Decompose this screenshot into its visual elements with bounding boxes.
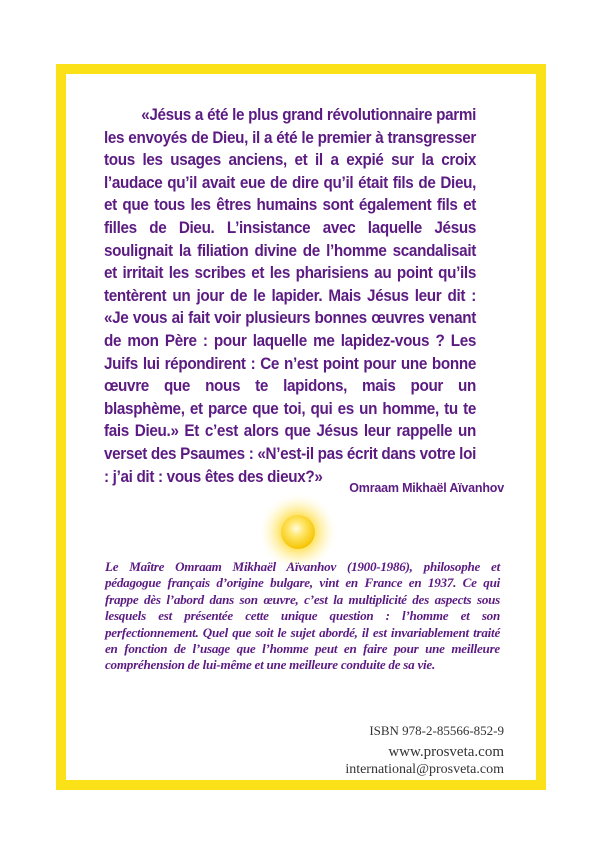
- isbn: ISBN 978-2-85566-852-9: [369, 723, 504, 738]
- author-biography: Le Maître Omraam Mikhaël Aïvanhov (1900-1986), philosophe et pédagogue français d’origine bulgare, vint en France en 1937. Ce qui frappe dès l’abord dans son œuvre, c’est la multiplicité des aspects sous lesquels est présentée cette unique question : l’homme et son perfectionnement. Quel que soit le sujet abordé, il est invariablement traité en fonction de l’usage que l’homme peut en faire pour une meilleure compréhension de lui-même et une meilleure conduite de sa vie.: [105, 559, 500, 673]
- quote-text: «Jésus a été le plus grand révolutionnaire parmi les envoyés de Dieu, il a été le premier à transgresser tous les usages anciens, et il a expié sur la croix l’audace qu’il avait eue de dire qu’il était fils de Dieu, et que tous les êtres humains sont également fils et filles de Dieu. L’insistance avec laquelle Jésus soulignait la filiation divine de l’homme scandalisait et irritait les scribes et les pharisiens au point qu’ils tentèrent un jour de le lapider. Mais Jésus leur dit : «Je vous ai fait voir plusieurs bonnes œuvres venant de mon Père : pour laquelle me lapidez-vous ? Les Juifs lui répondirent : Ce n’est point pour une bonne œuvre que nous te lapidons, mais pour un blasphème, et parce que toi, qui es un homme, tu te fais Dieu.» Et c’est alors que Jésus leur rappelle un verset des Psaumes : «N’est-il pas écrit dans votre loi : j’ai dit : vous êtes des dieux?»: [104, 106, 476, 486]
- quote-author: Omraam Mikhaël Aïvanhov: [349, 481, 504, 495]
- email-link[interactable]: international@prosveta.com: [345, 762, 504, 777]
- website-link[interactable]: www.prosveta.com: [388, 744, 504, 760]
